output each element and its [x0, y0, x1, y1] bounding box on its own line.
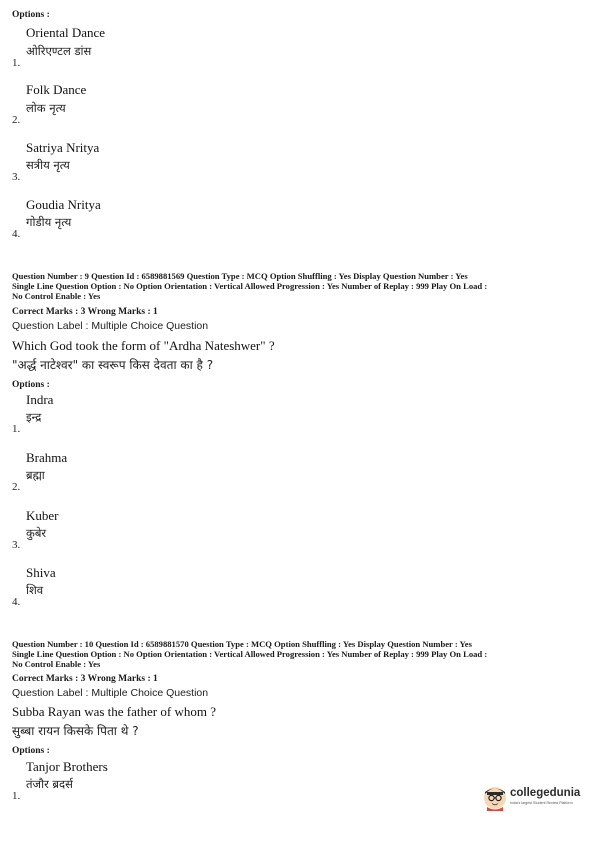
option-1-number: 1.: [12, 57, 21, 69]
option-4-english: Goudia Nritya: [26, 197, 101, 212]
option-1-english: Tanjor Brothers: [26, 759, 108, 774]
options-label: Options :: [12, 380, 50, 390]
question-meta-line: No Control Enable : Yes: [12, 659, 101, 670]
question-meta: [12, 271, 587, 302]
option-1-english: Oriental Dance: [26, 25, 106, 40]
option-1-english: Indra: [26, 392, 54, 407]
option-3-number: 3.: [12, 171, 21, 183]
question-text-hindi: सुब्बा रायन किसके पिता थे ?: [12, 724, 139, 738]
question-label: Question Label : Multiple Choice Question: [12, 320, 209, 332]
option-4-number: 4.: [12, 228, 21, 240]
marks-info: Correct Marks : 3 Wrong Marks : 1: [12, 307, 158, 317]
question-meta-line: No Control Enable : Yes: [12, 291, 101, 302]
option-2-english: Brahma: [26, 450, 68, 465]
option-2-english: Folk Dance: [26, 82, 87, 97]
option-1-number: 1.: [12, 790, 21, 802]
option-2-hindi: लोक नृत्य: [26, 101, 66, 115]
options-label: Options :: [12, 746, 50, 756]
question-meta-line: Single Line Question Option : No Option Orientation : Vertical Allowed Progression : Yes Number of Replay : 999 Play On Load :: [12, 649, 488, 660]
option-4-english: Shiva: [26, 565, 56, 580]
option-2-number: 2.: [12, 481, 21, 493]
option-3-hindi: सत्रीय नृत्य: [26, 158, 70, 172]
option-2-hindi: ब्रह्मा: [26, 468, 45, 482]
option-3-english: Kuber: [26, 508, 59, 523]
option-4-hindi: गोडीय नृत्य: [26, 215, 72, 229]
question-text-hindi: "अर्द्ध नाटेश्वर" का स्वरूप किस देवता का है ?: [12, 358, 214, 372]
question-meta-line: Question Number : 9 Question Id : 6589881569 Question Type : MCQ Option Shuffling : Yes Display Question Number : Yes: [12, 271, 468, 281]
option-3-hindi: कुबेर: [26, 526, 47, 540]
question-label: Question Label : Multiple Choice Question: [12, 687, 209, 699]
option-1-hindi: तंजौर ब्रदर्स: [26, 777, 73, 791]
option-1-hindi: इन्द्र: [26, 410, 42, 424]
option-1-number: 1.: [12, 423, 21, 435]
question-meta-line: Single Line Question Option : No Option Orientation : Vertical Allowed Progression : Yes Number of Replay : 999 Play On Load :: [12, 281, 488, 292]
question-meta: [12, 639, 587, 670]
collegedunia-watermark: [483, 785, 579, 811]
option-1-hindi: ओरिएण्टल डांस: [26, 44, 92, 58]
option-4-number: 4.: [12, 596, 21, 608]
option-3-number: 3.: [12, 539, 21, 551]
watermark-tagline: India's largest Student Review Platform: [510, 801, 573, 805]
option-3-english: Satriya Nritya: [26, 140, 100, 155]
question-text: Subba Rayan was the father of whom ?: [12, 704, 216, 719]
question-meta-line: Question Number : 10 Question Id : 6589881570 Question Type : MCQ Option Shuffling : Yes Display Question Number : Yes: [12, 639, 472, 649]
student-avatar-icon: [483, 785, 507, 811]
option-4-hindi: शिव: [26, 583, 44, 597]
question-text: Which God took the form of "Ardha Nateshwer" ?: [12, 338, 275, 353]
option-2-number: 2.: [12, 114, 21, 126]
options-label: Options :: [12, 10, 50, 20]
marks-info: Correct Marks : 3 Wrong Marks : 1: [12, 674, 158, 684]
watermark-name: collegedunia: [510, 787, 581, 799]
